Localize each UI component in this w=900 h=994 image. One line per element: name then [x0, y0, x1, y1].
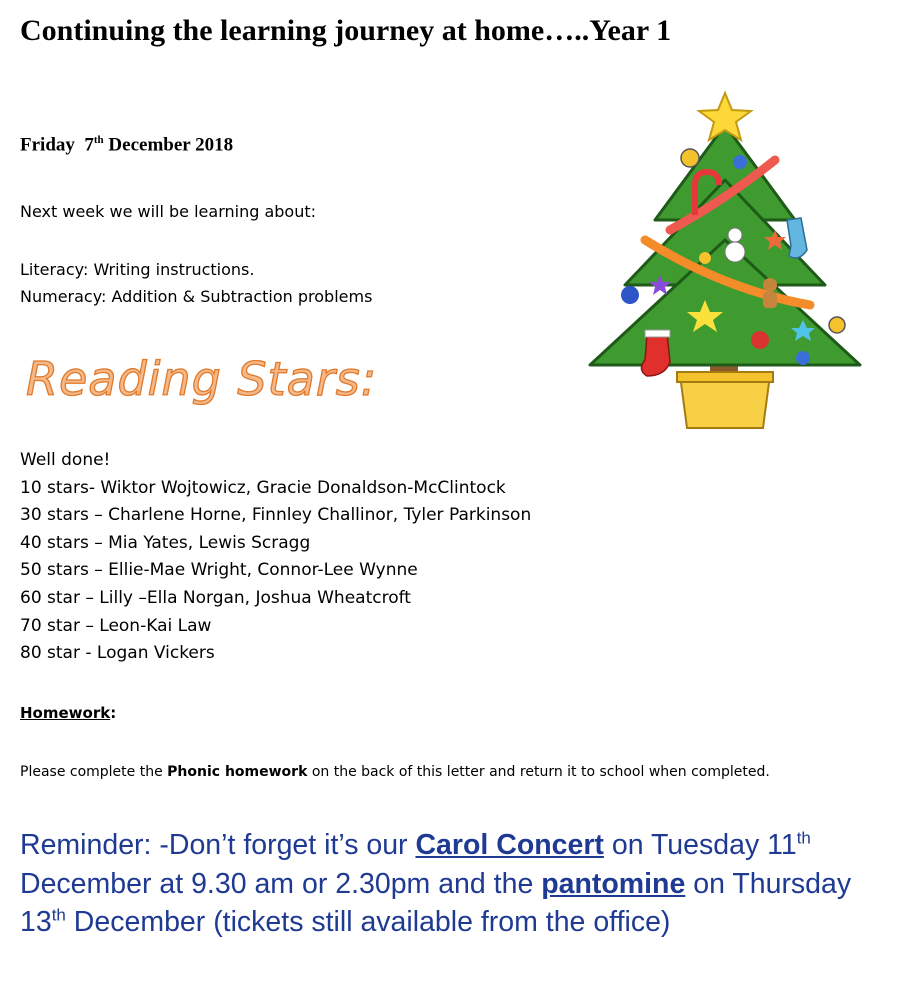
stars-line: 60 star – Lilly –Ella Norgan, Joshua Wheatcroft [20, 587, 411, 608]
carol-concert-link[interactable]: Carol Concert [415, 829, 604, 861]
homework-text-part: Please complete the [20, 764, 168, 780]
well-done-text: Well done! [20, 450, 111, 470]
christmas-tree-icon [575, 90, 875, 435]
reminder-text [20, 826, 890, 942]
date-day: Friday [20, 134, 75, 156]
homework-bold: Phonic homework [167, 764, 308, 780]
date-month-year: December 2018 [108, 134, 234, 156]
reminder-part: December (tickets still available from the office) [65, 906, 671, 938]
homework-text [20, 760, 820, 784]
homework-heading [20, 704, 116, 722]
subjects-list [20, 256, 372, 310]
reminder-part: Reminder: -Don’t forget it’s our [20, 829, 416, 861]
stars-line: 30 stars – Charlene Horne, Finnley Challinor, Tyler Parkinson [20, 505, 532, 526]
reminder-part: December at 9.30 am or 2.30pm and the [20, 867, 542, 900]
reading-stars-list [20, 447, 531, 668]
date-suffix: th [93, 134, 104, 146]
stars-line: 80 star - Logan Vickers [20, 643, 215, 664]
reminder-part: on Tuesday 11 [603, 829, 797, 861]
stars-line: 70 star – Leon-Kai Law [20, 615, 212, 636]
intro-text: Next week we will be learning about: [20, 202, 317, 221]
reading-stars-heading: Reading Stars: [26, 352, 378, 406]
reminder-sup: th [796, 828, 811, 848]
subject-numeracy: Numeracy: Addition & Subtraction problems [20, 287, 373, 306]
date-number: 7 [84, 134, 94, 156]
homework-heading-label: Homework [20, 704, 111, 722]
pantomine-link[interactable]: pantomine [541, 867, 686, 900]
reminder-part: on Thursday 13 [20, 867, 852, 938]
stars-line: 10 stars- Wiktor Wojtowicz, Gracie Donaldson-McClintock [20, 477, 506, 498]
date-line [20, 134, 233, 156]
page-title: Continuing the learning journey at home…..Year 1 [20, 14, 672, 47]
stars-line: 40 stars – Mia Yates, Lewis Scragg [20, 532, 311, 553]
homework-heading-colon: : [110, 704, 117, 722]
homework-text-part: on the back of this letter and return it to school when completed. [307, 764, 770, 780]
subject-literacy: Literacy: Writing instructions. [20, 260, 255, 279]
reminder-sup: th [51, 905, 66, 925]
stars-line: 50 stars – Ellie-Mae Wright, Connor-Lee Wynne [20, 560, 418, 581]
